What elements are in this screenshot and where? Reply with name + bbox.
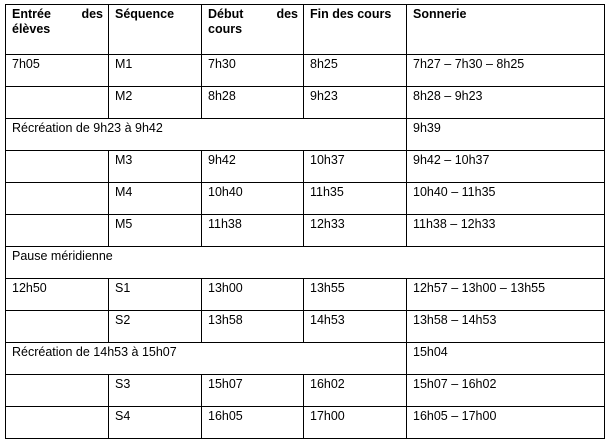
table-row <box>6 183 605 215</box>
pause-label: Pause méridienne <box>6 247 605 279</box>
table-row <box>6 215 605 247</box>
cell-sequence: S3 <box>109 375 202 407</box>
cell-sonnerie: 9h42 – 10h37 <box>407 151 605 183</box>
cell-debut: 11h38 <box>202 215 304 247</box>
cell-sonnerie: 13h58 – 14h53 <box>407 311 605 343</box>
cell-debut: 9h42 <box>202 151 304 183</box>
break-row <box>6 343 605 375</box>
pause-row <box>6 247 605 279</box>
cell-sonnerie: 15h07 – 16h02 <box>407 375 605 407</box>
table-row <box>6 311 605 343</box>
cell-entree <box>6 183 109 215</box>
header-entree: Entrée des élèves <box>6 5 109 55</box>
cell-fin: 11h35 <box>304 183 407 215</box>
cell-debut: 16h05 <box>202 407 304 439</box>
cell-entree <box>6 375 109 407</box>
cell-sequence: M1 <box>109 55 202 87</box>
header-fin: Fin des cours <box>304 5 407 55</box>
cell-sequence: S2 <box>109 311 202 343</box>
table-row <box>6 407 605 439</box>
cell-entree <box>6 311 109 343</box>
schedule-table <box>5 4 605 439</box>
cell-sequence: S1 <box>109 279 202 311</box>
cell-sonnerie: 10h40 – 11h35 <box>407 183 605 215</box>
cell-entree: 12h50 <box>6 279 109 311</box>
table-row <box>6 151 605 183</box>
cell-sonnerie: 16h05 – 17h00 <box>407 407 605 439</box>
cell-debut: 13h00 <box>202 279 304 311</box>
cell-fin: 10h37 <box>304 151 407 183</box>
cell-entree <box>6 215 109 247</box>
cell-sequence: M3 <box>109 151 202 183</box>
cell-entree <box>6 151 109 183</box>
header-row <box>6 5 605 55</box>
cell-debut: 7h30 <box>202 55 304 87</box>
cell-fin: 8h25 <box>304 55 407 87</box>
break-row <box>6 119 605 151</box>
header-debut: Début des cours <box>202 5 304 55</box>
cell-fin: 9h23 <box>304 87 407 119</box>
cell-sonnerie: 11h38 – 12h33 <box>407 215 605 247</box>
cell-fin: 14h53 <box>304 311 407 343</box>
cell-sonnerie: 12h57 – 13h00 – 13h55 <box>407 279 605 311</box>
cell-fin: 16h02 <box>304 375 407 407</box>
header-sonnerie: Sonnerie <box>407 5 605 55</box>
cell-sonnerie: 9h39 <box>407 119 605 151</box>
cell-debut: 15h07 <box>202 375 304 407</box>
cell-sequence: M2 <box>109 87 202 119</box>
cell-entree <box>6 407 109 439</box>
table-row <box>6 279 605 311</box>
cell-entree: 7h05 <box>6 55 109 87</box>
break-label: Récréation de 14h53 à 15h07 <box>6 343 407 375</box>
cell-fin: 12h33 <box>304 215 407 247</box>
table-row <box>6 55 605 87</box>
cell-sequence: S4 <box>109 407 202 439</box>
header-sequence: Séquence <box>109 5 202 55</box>
cell-sequence: M5 <box>109 215 202 247</box>
cell-sequence: M4 <box>109 183 202 215</box>
cell-debut: 8h28 <box>202 87 304 119</box>
cell-fin: 17h00 <box>304 407 407 439</box>
cell-sonnerie: 8h28 – 9h23 <box>407 87 605 119</box>
table-row <box>6 375 605 407</box>
schedule-wrapper <box>5 4 605 439</box>
cell-debut: 10h40 <box>202 183 304 215</box>
cell-entree <box>6 87 109 119</box>
cell-fin: 13h55 <box>304 279 407 311</box>
cell-sonnerie: 15h04 <box>407 343 605 375</box>
cell-debut: 13h58 <box>202 311 304 343</box>
table-row <box>6 87 605 119</box>
break-label: Récréation de 9h23 à 9h42 <box>6 119 407 151</box>
cell-sonnerie: 7h27 – 7h30 – 8h25 <box>407 55 605 87</box>
